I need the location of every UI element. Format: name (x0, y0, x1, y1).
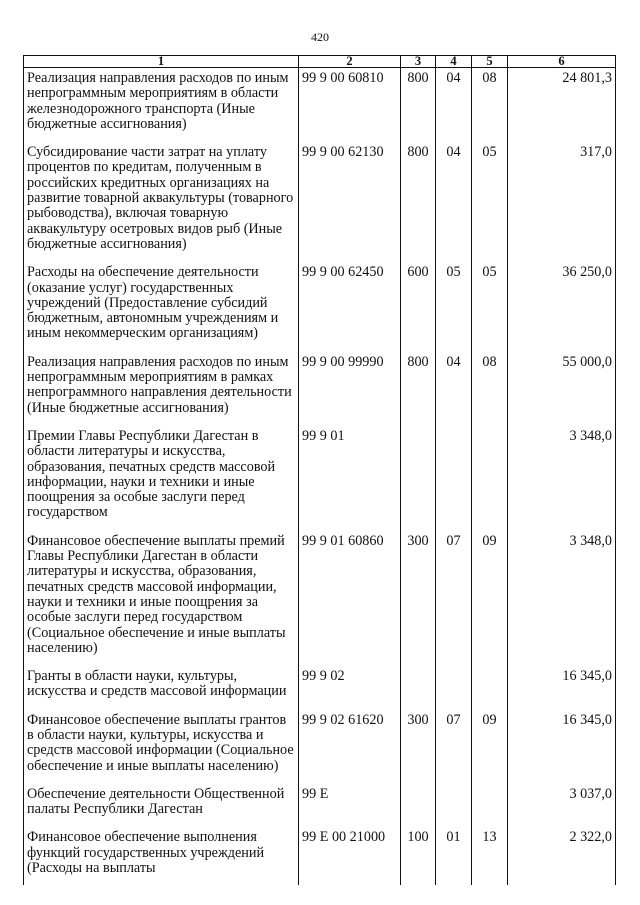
row-section: 07 (436, 530, 472, 665)
row-name: Реализация направления расходов по иным непрограммным мероприятиям в области железнодорожного транспорта (Иные бюджетные ассигнования) (24, 68, 299, 142)
row-amount: 3 037,0 (508, 783, 616, 827)
row-amount: 55 000,0 (508, 351, 616, 425)
table-row (24, 665, 616, 709)
row-section: 04 (436, 68, 472, 142)
row-name: Финансовое обеспечение выплаты премий Главы Республики Дагестан в области литературы и искусства, образования, печатных средств массовой информации, науки и техники и иные поощрения за особые заслуги перед государством (Социальное обеспечение и иные выплаты населению) (24, 530, 299, 665)
row-code: 99 Е 00 21000 (299, 826, 401, 885)
row-section: 04 (436, 351, 472, 425)
row-subsection: 05 (472, 261, 508, 350)
row-amount: 36 250,0 (508, 261, 616, 350)
table-row (24, 709, 616, 783)
row-code: 99 9 00 62130 (299, 141, 401, 261)
row-subsection (472, 665, 508, 709)
row-expense-type (401, 783, 436, 827)
header-col-1: 1 (24, 56, 299, 68)
row-subsection: 13 (472, 826, 508, 885)
budget-table (23, 55, 616, 885)
table-row (24, 425, 616, 530)
row-name: Обеспечение деятельности Общественной палаты Республики Дагестан (24, 783, 299, 827)
row-subsection: 08 (472, 68, 508, 142)
row-code: 99 9 01 (299, 425, 401, 530)
page-number: 420 (311, 30, 329, 44)
row-section (436, 783, 472, 827)
row-expense-type: 800 (401, 68, 436, 142)
row-name: Расходы на обеспечение деятельности (оказание услуг) государственных учреждений (Предоставление субсидий бюджетным, автономным учреждениям и иным некоммерческим организациям) (24, 261, 299, 350)
row-expense-type: 800 (401, 141, 436, 261)
table-row (24, 826, 616, 885)
row-amount: 317,0 (508, 141, 616, 261)
row-name: Финансовое обеспечение выполнения функций государственных учреждений (Расходы на выплаты (24, 826, 299, 885)
header-row (24, 56, 616, 68)
row-expense-type: 600 (401, 261, 436, 350)
row-code: 99 Е (299, 783, 401, 827)
row-expense-type: 300 (401, 530, 436, 665)
row-amount: 2 322,0 (508, 826, 616, 885)
row-code: 99 9 00 62450 (299, 261, 401, 350)
row-amount: 3 348,0 (508, 425, 616, 530)
header-col-3: 3 (401, 56, 436, 68)
row-expense-type: 100 (401, 826, 436, 885)
row-code: 99 9 01 60860 (299, 530, 401, 665)
row-expense-type (401, 425, 436, 530)
table-row (24, 68, 616, 142)
row-code: 99 9 02 (299, 665, 401, 709)
row-subsection: 05 (472, 141, 508, 261)
row-section (436, 425, 472, 530)
row-subsection: 09 (472, 530, 508, 665)
row-code: 99 9 00 60810 (299, 68, 401, 142)
row-section: 04 (436, 141, 472, 261)
row-name: Субсидирование части затрат на уплату процентов по кредитам, полученным в российских кредитных организациях на развитие товарной аквакультуры (товарного рыбоводства), включая товарную аквакультуру осетровых видов рыб (Иные бюджетные ассигнования) (24, 141, 299, 261)
row-section: 05 (436, 261, 472, 350)
row-amount: 16 345,0 (508, 665, 616, 709)
row-subsection (472, 425, 508, 530)
row-amount: 16 345,0 (508, 709, 616, 783)
row-name: Гранты в области науки, культуры, искусства и средств массовой информации (24, 665, 299, 709)
table-row (24, 141, 616, 261)
row-name: Финансовое обеспечение выплаты грантов в области науки, культуры, искусства и средств массовой информации (Социальное обеспечение и иные выплаты населению) (24, 709, 299, 783)
row-expense-type: 800 (401, 351, 436, 425)
row-amount: 24 801,3 (508, 68, 616, 142)
row-expense-type: 300 (401, 709, 436, 783)
header-col-2: 2 (299, 56, 401, 68)
table-row (24, 783, 616, 827)
header-col-4: 4 (436, 56, 472, 68)
header-col-6: 6 (508, 56, 616, 68)
row-subsection: 09 (472, 709, 508, 783)
table-row (24, 351, 616, 425)
table-row (24, 530, 616, 665)
row-name: Премии Главы Республики Дагестан в области литературы и искусства, образования, печатных средств массовой информации, науки и техники и иные поощрения за особые заслуги перед государством (24, 425, 299, 530)
row-amount: 3 348,0 (508, 530, 616, 665)
header-col-5: 5 (472, 56, 508, 68)
row-subsection (472, 783, 508, 827)
row-section (436, 665, 472, 709)
row-code: 99 9 02 61620 (299, 709, 401, 783)
table-row (24, 261, 616, 350)
row-section: 01 (436, 826, 472, 885)
row-section: 07 (436, 709, 472, 783)
row-name: Реализация направления расходов по иным непрограммным мероприятиям в рамках непрограммного направления деятельности (Иные бюджетные ассигнования) (24, 351, 299, 425)
row-subsection: 08 (472, 351, 508, 425)
row-expense-type (401, 665, 436, 709)
row-code: 99 9 00 99990 (299, 351, 401, 425)
